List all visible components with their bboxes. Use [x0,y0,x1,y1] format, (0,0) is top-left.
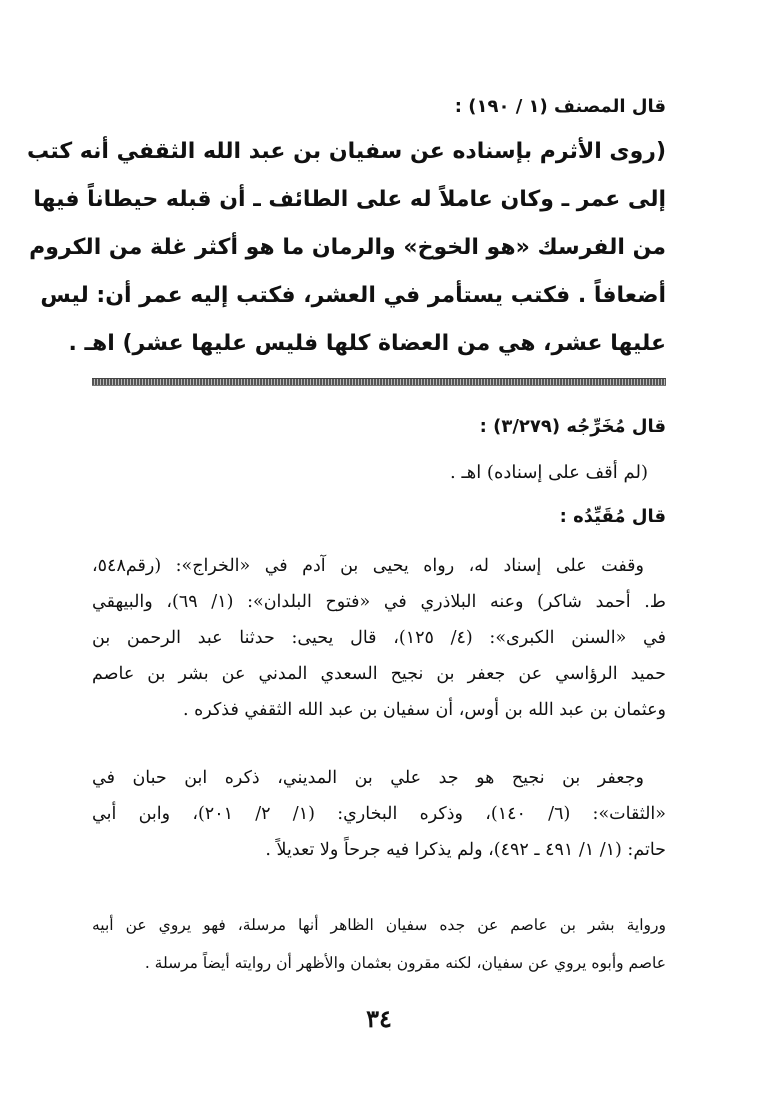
takhrij-note: (لم أقف على إسناده) اهـ . [450,462,648,483]
paragraph-line: ورواية بشر بن عاصم عن جده سفيان الظاهر أنها مرسلة، فهو يروي عن أبيه [92,916,666,934]
paragraph-line: «الثقات»: (٦/ ١٤٠)، وذكره البخاري: (١/ ٢/ ٢٠١)، وابن أبي [92,804,667,824]
quote-line: عليها عشر، هي من العضاة كلها فليس عليها عشر) اهـ . [68,331,666,356]
quote-line: (روى الأثرم بإسناده عن سفيان بن عبد الله الثقفي أنه كتب [27,139,666,164]
paragraph-bishr [92,906,666,982]
quote-line: إلى عمر ـ وكان عاملاً له على الطائف ـ أن قبله حيطاناً فيها [33,187,666,212]
paragraph-line: وعثمان بن عبد الله بن أوس، أن سفيان بن عبد الله الثقفي فذكره . [183,700,666,720]
paragraph-jafar [92,760,666,868]
quote-line: من الفرسك «هو الخوخ» والرمان ما هو أكثر غلة من الكروم [29,235,666,260]
section-divider [92,378,666,386]
paragraph-line: عاصم وأبوه يروي عن سفيان، لكنه مقرون بعثمان والأظهر أن روايته أيضاً مرسلة . [144,954,666,972]
quote-line: أضعافاً . فكتب يستأمر في العشر، فكتب إليه عمر أن: ليس [40,283,666,308]
paragraph-line: وجعفر بن نجيح هو جد علي بن المديني، ذكره ابن حبان في [92,768,644,788]
paragraph-isnad [92,548,666,728]
takhrij-header: قال مُخَرِّجُه (٣/٢٧٩) : [479,416,666,437]
author-quote [27,128,666,368]
paragraph-line: حميد الرؤاسي عن جعفر بن نجيح السعدي المدني عن بشر بن عاصم [92,664,666,684]
paragraph-line: وقفت على إسناد له، رواه يحيى بن آدم في «الخراج»: (رقم٥٤٨، [92,556,644,576]
paragraph-line: ط. أحمد شاكر) وعنه البلاذري في «فتوح البلدان»: (١/ ٦٩)، والبيهقي [92,592,666,612]
page-number: ٣٤ [366,1004,392,1033]
commentator-header: قال مُقَيِّدُه : [559,506,666,527]
author-header: قال المصنف (١ / ١٩٠) : [454,96,666,117]
paragraph-line: في «السنن الكبرى»: (٤/ ١٢٥)، قال يحيى: حدثنا عبد الرحمن بن [92,628,666,648]
paragraph-line: حاتم: (١/ ١/ ٤٩١ ـ ٤٩٢)، ولم يذكرا فيه جرحاً ولا تعديلاً . [265,840,666,860]
